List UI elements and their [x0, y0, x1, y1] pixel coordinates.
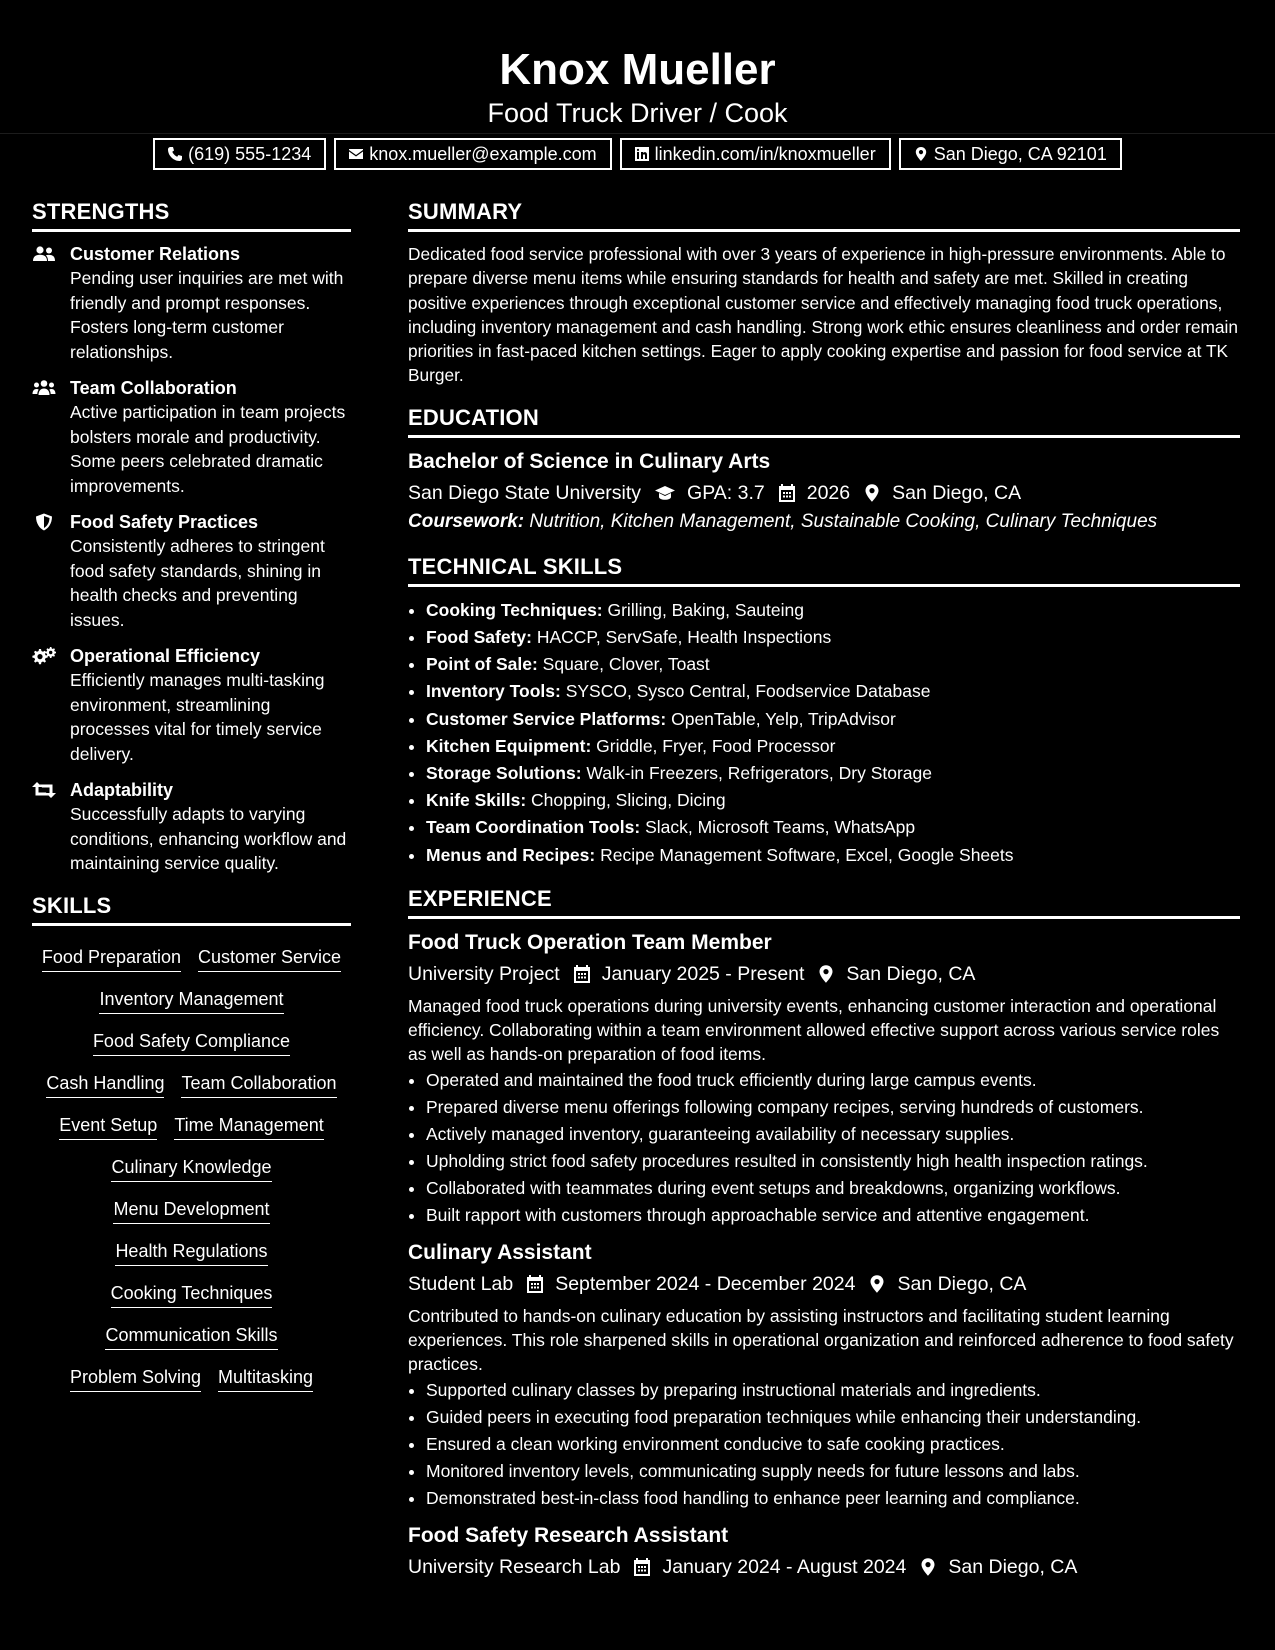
linkedin-text: linkedin.com/in/knoxmueller: [654, 144, 876, 164]
skill-value: OpenTable, Yelp, TripAdvisor: [666, 708, 896, 729]
strength-title: Food Safety Practices: [70, 512, 259, 532]
job-location: San Diego, CA: [897, 1272, 1027, 1295]
retweet-icon: [32, 781, 56, 799]
technical-skill-item: [426, 760, 1240, 787]
user-group-icon: [32, 245, 56, 263]
job-meta: [408, 1553, 1240, 1581]
skills-heading: SKILLS: [32, 892, 351, 926]
strength-item: [32, 376, 351, 498]
skill-value: HACCP, ServSafe, Health Inspections: [531, 626, 832, 647]
phone-text: (619) 555-1234: [188, 144, 312, 164]
job-dates: January 2024 - August 2024: [662, 1555, 907, 1578]
technical-skill-item: [426, 787, 1240, 814]
school-name: San Diego State University: [408, 481, 642, 504]
phone-icon: [167, 146, 183, 162]
job-title: Culinary Assistant: [408, 1240, 592, 1264]
job-bullets: [408, 1377, 1240, 1512]
job-dates: January 2025 - Present: [601, 962, 805, 985]
left-column: [32, 198, 351, 1392]
job-bullet: • Actively managed inventory, guaranteeing availability of necessary supplies.: [426, 1121, 1240, 1148]
skill-tag: Cooking Techniques: [111, 1280, 273, 1308]
gears-icon: [32, 647, 56, 665]
envelope-icon: [348, 146, 364, 162]
technical-skills-list: [408, 597, 1240, 869]
degree-title: Bachelor of Science in Culinary Arts: [408, 449, 771, 473]
skill-label: Inventory Tools:: [426, 681, 561, 702]
strength-item: [32, 778, 351, 876]
map-pin-icon: [816, 964, 836, 984]
skill-tag: Health Regulations: [115, 1238, 267, 1266]
skill-value: Griddle, Fryer, Food Processor: [591, 735, 836, 756]
strength-title: Adaptability: [70, 780, 174, 800]
skill-label: Customer Service Platforms:: [426, 708, 667, 729]
job-organization: University Project: [408, 962, 560, 985]
job-location: San Diego, CA: [846, 962, 976, 985]
candidate-name: Knox Mueller: [499, 45, 776, 94]
strength-title: Customer Relations: [70, 244, 241, 264]
job-bullet: • Monitored inventory levels, communicating supply needs for future lessons and labs.: [426, 1458, 1240, 1485]
job-bullet: • Upholding strict food safety procedures resulted in consistently high health inspection ratings.: [426, 1148, 1240, 1175]
skill-value: Grilling, Baking, Sauteing: [602, 599, 804, 620]
skill-label: Kitchen Equipment:: [426, 735, 592, 756]
strength-title: Operational Efficiency: [70, 646, 261, 666]
technical-skill-item: [426, 678, 1240, 705]
summary-heading: SUMMARY: [408, 198, 1240, 232]
job-dates: September 2024 - December 2024: [555, 1272, 856, 1295]
skill-label: Food Safety:: [426, 626, 532, 647]
calendar-icon: [777, 483, 797, 503]
education-location: San Diego, CA: [892, 481, 1022, 504]
skill-value: Walk-in Freezers, Refrigerators, Dry Storage: [581, 763, 932, 783]
job-bullet: • Demonstrated best-in-class food handling to enhance peer learning and compliance.: [426, 1485, 1240, 1512]
job-meta: [408, 960, 1240, 988]
job-description: Contributed to hands-on culinary education by assisting instructors and facilitating student learning experiences. This role sharpened skills in operational organization and reinforced adherence to food safety practices.: [408, 1305, 1234, 1375]
resume-header: [0, 0, 1275, 164]
strength-item: [32, 242, 351, 364]
skill-label: Point of Sale:: [426, 654, 538, 675]
skill-tag: Food Preparation: [42, 944, 181, 972]
job-bullet: • Built rapport with customers through approachable service and attentive engagement.: [426, 1202, 1240, 1229]
skill-value: Slack, Microsoft Teams, WhatsApp: [640, 817, 916, 838]
job-bullet: • Prepared diverse menu offerings following company recipes, serving hundreds of customers.: [426, 1094, 1240, 1121]
right-column: [408, 198, 1240, 1591]
graduation-year: 2026: [806, 481, 851, 504]
strength-description: Efficiently manages multi-tasking environment, streamlining processes vital for timely service delivery.: [70, 670, 325, 764]
skill-value: SYSCO, Sysco Central, Foodservice Database: [560, 681, 931, 702]
map-pin-icon: [918, 1557, 938, 1577]
coursework: [408, 507, 1240, 537]
coursework-list: Nutrition, Kitchen Management, Sustainable Cooking, Culinary Techniques: [524, 510, 1158, 532]
skill-value: Chopping, Slicing, Dicing: [526, 790, 726, 811]
job-location: San Diego, CA: [948, 1555, 1078, 1578]
strength-description: Active participation in team projects bolsters morale and productivity. Some peers celebrated dramatic improvements.: [70, 402, 346, 496]
contact-email[interactable]: [334, 138, 611, 170]
contact-linkedin[interactable]: [620, 138, 891, 170]
skill-tag: Event Setup: [59, 1112, 157, 1140]
job-meta: [408, 1270, 1240, 1298]
users-icon: [32, 379, 56, 397]
skill-tag: Inventory Management: [99, 986, 283, 1014]
technical-skill-item: [426, 706, 1240, 733]
strengths-heading: STRENGTHS: [32, 198, 351, 232]
technical-skills-heading: TECHNICAL SKILLS: [408, 553, 1240, 587]
skill-tag: Customer Service: [198, 944, 341, 972]
strength-description: Pending user inquiries are met with friendly and prompt responses. Fosters long-term customer relationships.: [70, 268, 344, 362]
skill-label: Cooking Techniques:: [426, 599, 603, 620]
map-pin-icon: [867, 1274, 887, 1294]
skill-tag: Culinary Knowledge: [111, 1154, 271, 1182]
graduation-cap-icon: [653, 483, 677, 503]
job-bullet: • Ensured a clean working environment conducive to safe cooking practices.: [426, 1431, 1240, 1458]
technical-skill-item: [426, 597, 1240, 624]
calendar-icon: [632, 1557, 652, 1577]
job-bullets: [408, 1067, 1240, 1229]
experience-entry: [408, 1522, 1240, 1581]
skill-value: Recipe Management Software, Excel, Google Sheets: [595, 844, 1014, 865]
skill-label: Team Coordination Tools:: [426, 817, 641, 838]
technical-skill-item: [426, 814, 1240, 841]
technical-skill-item: [426, 842, 1240, 869]
job-title: Food Safety Research Assistant: [408, 1523, 729, 1547]
skill-label: Knife Skills:: [426, 790, 527, 811]
job-title: Food Truck Operation Team Member: [408, 930, 772, 954]
job-organization: Student Lab: [408, 1272, 514, 1295]
calendar-icon: [525, 1274, 545, 1294]
skill-tag: Cash Handling: [46, 1070, 164, 1098]
strength-description: Consistently adheres to stringent food safety standards, shining in health checks and preventing issues.: [70, 536, 325, 630]
contact-bar: [0, 138, 1275, 170]
gpa-text: GPA: 3.7: [687, 481, 765, 504]
skill-label: Storage Solutions:: [426, 763, 582, 783]
skill-label: Menus and Recipes:: [426, 844, 596, 865]
strength-item: [32, 644, 351, 766]
job-bullet: • Collaborated with teammates during event setups and breakdowns, organizing workflows.: [426, 1175, 1240, 1202]
linkedin-icon: [634, 146, 650, 162]
job-bullet: • Guided peers in executing food preparation techniques while enhancing their understanding.: [426, 1404, 1240, 1431]
job-description: Managed food truck operations during university events, enhancing customer interaction and operational efficiency. Collaborating within a team environment allowed effective support across various service roles as well as hands-on preparation of food items.: [408, 995, 1220, 1065]
skill-tag: Problem Solving: [70, 1364, 201, 1392]
skill-tag: Team Collaboration: [181, 1070, 336, 1098]
job-organization: University Research Lab: [408, 1555, 621, 1578]
email-text: knox.mueller@example.com: [369, 144, 597, 164]
experience-entry: [408, 1239, 1240, 1512]
skill-value: Square, Clover, Toast: [537, 654, 710, 675]
contact-location: [899, 138, 1122, 170]
skill-tag: Food Safety Compliance: [93, 1028, 290, 1056]
education-meta: [408, 479, 1240, 507]
coursework-label: Coursework:: [408, 510, 525, 532]
skill-tag: Communication Skills: [105, 1322, 277, 1350]
skill-tag: Time Management: [174, 1112, 323, 1140]
summary-text: Dedicated food service professional with over 3 years of experience in high-pressure environments. Able to prepare diverse menu items while ensuring standards for health and safety are met. Skilled in creating positive experiences through exceptional customer service and effectively managing food truck operations, including inventory management and cash handling. Strong work ethic ensures cleanliness and order remain priorities in fast-paced kitchen settings. Eager to apply cooking expertise and passion for food service at TK Burger.: [408, 244, 1238, 386]
experience-heading: EXPERIENCE: [408, 885, 1240, 919]
location-text: San Diego, CA 92101: [933, 144, 1107, 164]
map-pin-icon: [913, 146, 929, 162]
strength-description: Successfully adapts to varying conditions, enhancing workflow and maintaining service quality.: [70, 804, 347, 873]
calendar-icon: [572, 964, 592, 984]
map-pin-icon: [862, 483, 882, 503]
shield-icon: [32, 513, 56, 531]
skill-tag: Menu Development: [113, 1196, 269, 1224]
technical-skill-item: [426, 624, 1240, 651]
candidate-title: Food Truck Driver / Cook: [487, 98, 788, 128]
job-bullet: • Operated and maintained the food truck efficiently during large campus events.: [426, 1067, 1240, 1094]
skill-tag: Multitasking: [218, 1364, 313, 1392]
contact-phone: [153, 138, 326, 170]
technical-skill-item: [426, 651, 1240, 678]
strength-item: [32, 510, 351, 632]
strength-title: Team Collaboration: [70, 378, 237, 398]
technical-skill-item: [426, 733, 1240, 760]
skill-tags: [32, 940, 351, 1392]
education-heading: EDUCATION: [408, 404, 1240, 438]
experience-entry: [408, 929, 1240, 1229]
job-bullet: • Supported culinary classes by preparing instructional materials and ingredients.: [426, 1377, 1240, 1404]
